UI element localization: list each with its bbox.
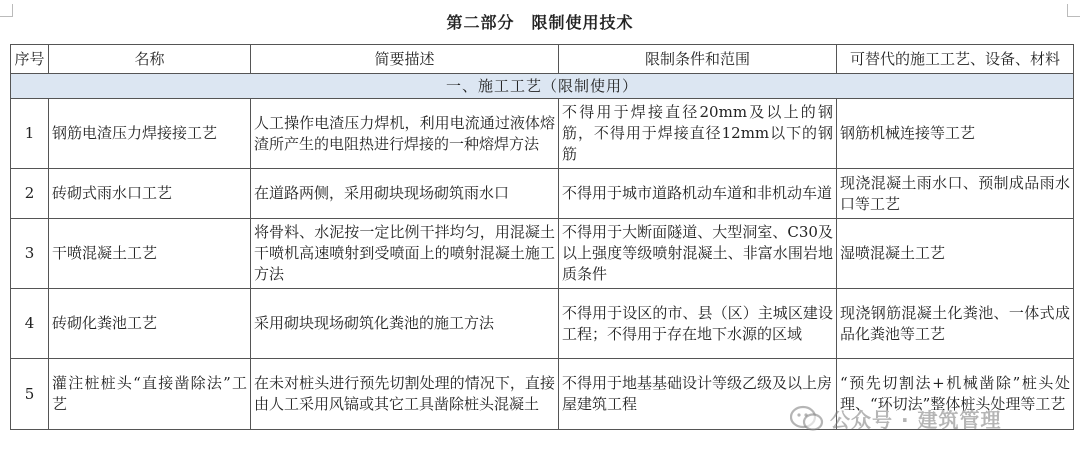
- header-description: 简要描述: [251, 45, 559, 74]
- section-row: [11, 74, 1074, 99]
- row-description: 在未对桩头进行预先切割处理的情况下，直接由人工采用风镐或其它工具凿除桩头混凝土: [251, 359, 559, 430]
- table-row: [11, 219, 1074, 289]
- header-number: 序号: [11, 45, 49, 74]
- row-name: 干喷混凝土工艺: [49, 219, 251, 289]
- row-description: 在道路两侧，采用砌块现场砌筑雨水口: [251, 169, 559, 219]
- row-number: 4: [11, 289, 49, 359]
- header-alternatives: 可替代的施工工艺、设备、材料: [837, 45, 1074, 74]
- row-name: 灌注桩桩头“直接凿除法”工艺: [49, 359, 251, 430]
- row-name: 钢筋电渣压力焊接接工艺: [49, 99, 251, 169]
- table-row: [11, 169, 1074, 219]
- row-alternatives: 湿喷混凝土工艺: [837, 219, 1074, 289]
- row-description: 人工操作电渣压力焊机，利用电流通过液体熔渣所产生的电阻热进行焊接的一种熔焊方法: [251, 99, 559, 169]
- row-limits: 不得用于城市道路机动车道和非机动车道: [559, 169, 837, 219]
- row-number: 5: [11, 359, 49, 430]
- row-description: 采用砌块现场砌筑化粪池的施工方法: [251, 289, 559, 359]
- table-row: [11, 359, 1074, 430]
- row-limits: 不得用于地基基础设计等级乙级及以上房屋建筑工程: [559, 359, 837, 430]
- row-name: 砖砌式雨水口工艺: [49, 169, 251, 219]
- row-alternatives: 钢筋机械连接等工艺: [837, 99, 1074, 169]
- page-title: 第二部分 限制使用技术: [446, 13, 634, 32]
- table-row: [11, 289, 1074, 359]
- row-limits: 不得用于焊接直径20mm及以上的钢筋，不得用于焊接直径12mm以下的钢筋: [559, 99, 837, 169]
- watermark-text: 公众号 · 建筑管理: [830, 408, 1002, 432]
- row-number: 3: [11, 219, 49, 289]
- row-alternatives: 现浇钢筋混凝土化粪池、一体式成品化粪池等工艺: [837, 289, 1074, 359]
- row-limits: 不得用于设区的市、县（区）主城区建设工程；不得用于存在地下水源的区域: [559, 289, 837, 359]
- section-title: 一、施工工艺（限制使用）: [11, 74, 1074, 99]
- row-alternatives: “预先切割法+机械凿除”桩头处理、“环切法”整体桩头处理等工艺: [837, 359, 1074, 430]
- table-header-row: [11, 45, 1074, 74]
- row-number: 1: [11, 99, 49, 169]
- row-description: 将骨料、水泥按一定比例干拌均匀，用混凝土干喷机高速喷射到受喷面上的喷射混凝土施工方法: [251, 219, 559, 289]
- technology-table: [10, 44, 1074, 430]
- header-name: 名称: [49, 45, 251, 74]
- row-name: 砖砌化粪池工艺: [49, 289, 251, 359]
- header-limits: 限制条件和范围: [559, 45, 837, 74]
- row-number: 2: [11, 169, 49, 219]
- table-row: [11, 99, 1074, 169]
- row-alternatives: 现浇混凝土雨水口、预制成品雨水口等工艺: [837, 169, 1074, 219]
- row-limits: 不得用于大断面隧道、大型洞室、C30及以上强度等级喷射混凝土、非富水围岩地质条件: [559, 219, 837, 289]
